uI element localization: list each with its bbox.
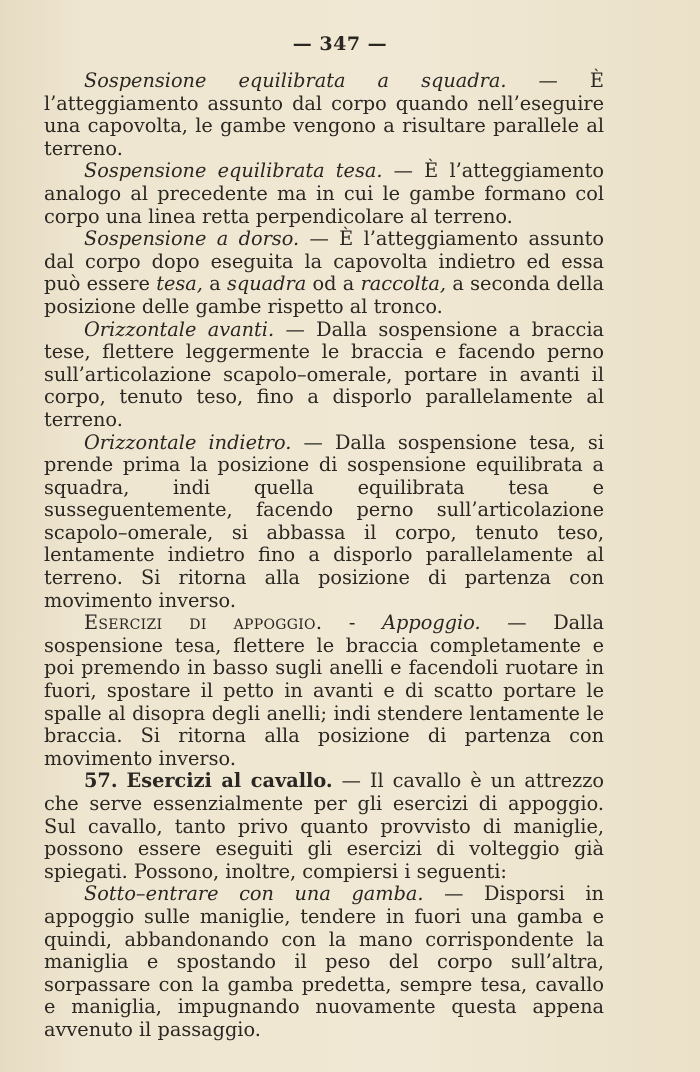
- section-number: 57.: [84, 769, 118, 793]
- entry-text: — Dalla sospensione a braccia tese, flettere leggermente le braccia e facendo perno sull’articolazione scapolo–omerale, portare in avanti il corpo, tenuto teso, fino a disporlo parallelamente al terreno.: [44, 317, 604, 431]
- paragraph-orizzontale-avanti: [44, 319, 604, 432]
- entry-heading: Sotto–entrare con una gamba.: [84, 882, 424, 906]
- paragraph-orizzontale-indietro: [44, 432, 604, 613]
- paragraph-sospensione-dorso: [44, 228, 604, 318]
- entry-heading: Appoggio.: [382, 611, 481, 635]
- term-raccolta: raccolta,: [360, 272, 447, 296]
- paragraph-sotto-entrare: [44, 883, 604, 1041]
- entry-heading: Sospensione equilibrata tesa.: [84, 159, 383, 183]
- term-squadra: squadra: [227, 272, 307, 296]
- entry-text: a seconda della posizione delle gambe rispetto al tronco.: [44, 272, 605, 318]
- entry-text: — Il cavallo è un attrezzo che serve essenzialmente per gli esercizi di appoggio. Sul cavallo, tanto privo quanto provvisto di maniglie, possono essere eseguiti gli esercizi di volteggio già spiegati. Possono, inoltre, compiersi i seguenti:: [44, 769, 604, 883]
- term-tesa: tesa,: [156, 272, 203, 296]
- entry-heading: Orizzontale avanti.: [84, 317, 275, 341]
- paragraph-esercizi-appoggio: [44, 612, 604, 770]
- paragraph-sospensione-squadra: [44, 70, 604, 160]
- entry-text: — Disporsi in appoggio sulle maniglie, tendere in fuori una gamba e quindi, abbandonando con la mano corrispondente la maniglia e spostando il peso del corpo sull’altra, sorpassare con la gamba predetta, sempre tesa, cavallo e maniglia, impugnando nuovamente questa appena avvenuto il passaggio.: [44, 882, 604, 1041]
- entry-text: — Dalla sospensione tesa, flettere le braccia completamente e poi premendo in basso sugli anelli e facendoli ruotare in fuori, spostare il petto in avanti e di scatto portare le spalle al disopra degli anelli; indi stendere lentamente le braccia. Si ritorna alla posizione di partenza con movimento inverso.: [44, 611, 604, 770]
- separator-dash: -: [322, 611, 383, 635]
- entry-text: a: [202, 272, 228, 296]
- section-title: Esercizi al cavallo.: [126, 769, 333, 793]
- entry-heading: Orizzontale indietro.: [84, 430, 292, 454]
- entry-text: od a: [306, 272, 361, 296]
- paragraph-esercizi-cavallo: [44, 770, 604, 883]
- section-label: Esercizi di appoggio.: [84, 611, 323, 635]
- entry-heading: Sospensione a dorso.: [84, 227, 300, 251]
- page-number: — 347 —: [292, 33, 388, 55]
- body-text: [44, 70, 604, 1042]
- entry-text: — È l’atteggiamento analogo al precedente ma in cui le gambe formano col corpo una linea retta perpendicolare al terreno.: [44, 159, 604, 228]
- entry-text: — È l’atteggiamento assunto dal corpo quando nell’eseguire una capovolta, le gambe vengono a risultare parallele al terreno.: [44, 69, 604, 160]
- entry-text: — Dalla sospensione tesa, si prende prima la posizione di sospensione equilibrata a squadra, indi quella equilibrata tesa e susseguentemente, facendo perno sull’articolazione scapolo–omerale, si abbassa il corpo, tenuto teso, lentamente indietro fino a disporlo parallelamente al terreno. Si ritorna alla posizione di partenza con movimento inverso.: [44, 430, 604, 612]
- entry-heading: Sospensione equilibrata a squadra.: [84, 69, 507, 92]
- paragraph-sospensione-tesa: [44, 160, 604, 228]
- entry-text: — È l’atteggiamento assunto dal corpo dopo eseguita la capovolta indietro ed essa può essere: [44, 227, 604, 296]
